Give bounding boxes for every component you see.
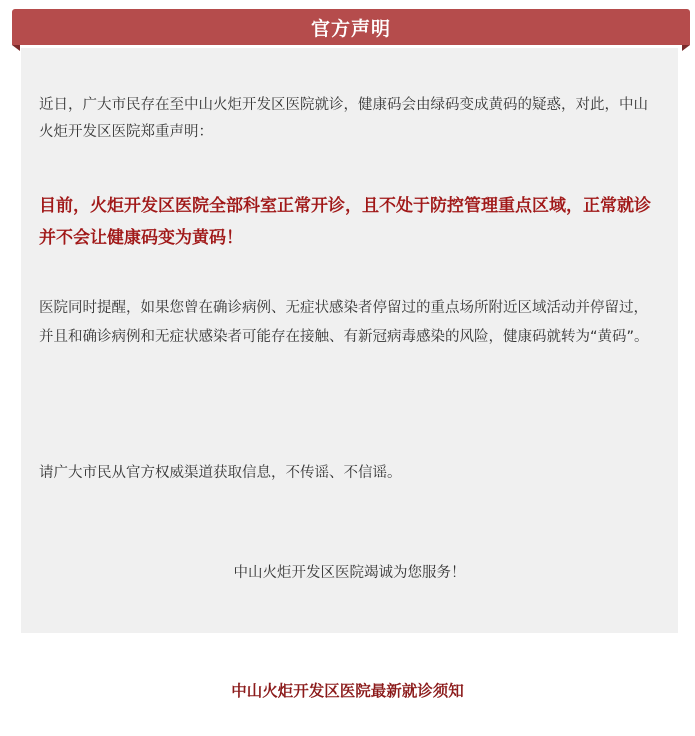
notice-highlight: 目前，火炬开发区医院全部科室正常开诊，且不处于防控管理重点区域，正常就诊并不会让健康码变为黄码！ (39, 196, 651, 248)
notice-box (21, 48, 678, 633)
notice-paragraph-appeal: 请广大市民从官方权威渠道获取信息，不传谣、不信谣。 (39, 465, 402, 481)
footer-article-link[interactable]: 中山火炬开发区医院最新就诊须知 (231, 682, 464, 700)
banner-fold-left (12, 45, 20, 51)
banner-bar (12, 9, 690, 45)
notice-paragraph-intro: 近日，广大市民存在至中山火炬开发区医院就诊，健康码会由绿码变成黄码的疑惑，对此，中山火炬开发区医院郑重声明： (39, 97, 648, 140)
notice-paragraph-reminder: 医院同时提醒，如果您曾在确诊病例、无症状感染者停留过的重点场所附近区域活动并停留过，并且和确诊病例和无症状感染者可能存在接触、有新冠病毒感染的风险，健康码就转为“黄码”。 (39, 300, 649, 345)
notice-signature: 中山火炬开发区医院竭诚为您服务！ (233, 565, 466, 581)
banner-fold-right (682, 45, 690, 51)
section-banner (12, 9, 690, 51)
banner-title: 官方声明 (310, 17, 391, 40)
